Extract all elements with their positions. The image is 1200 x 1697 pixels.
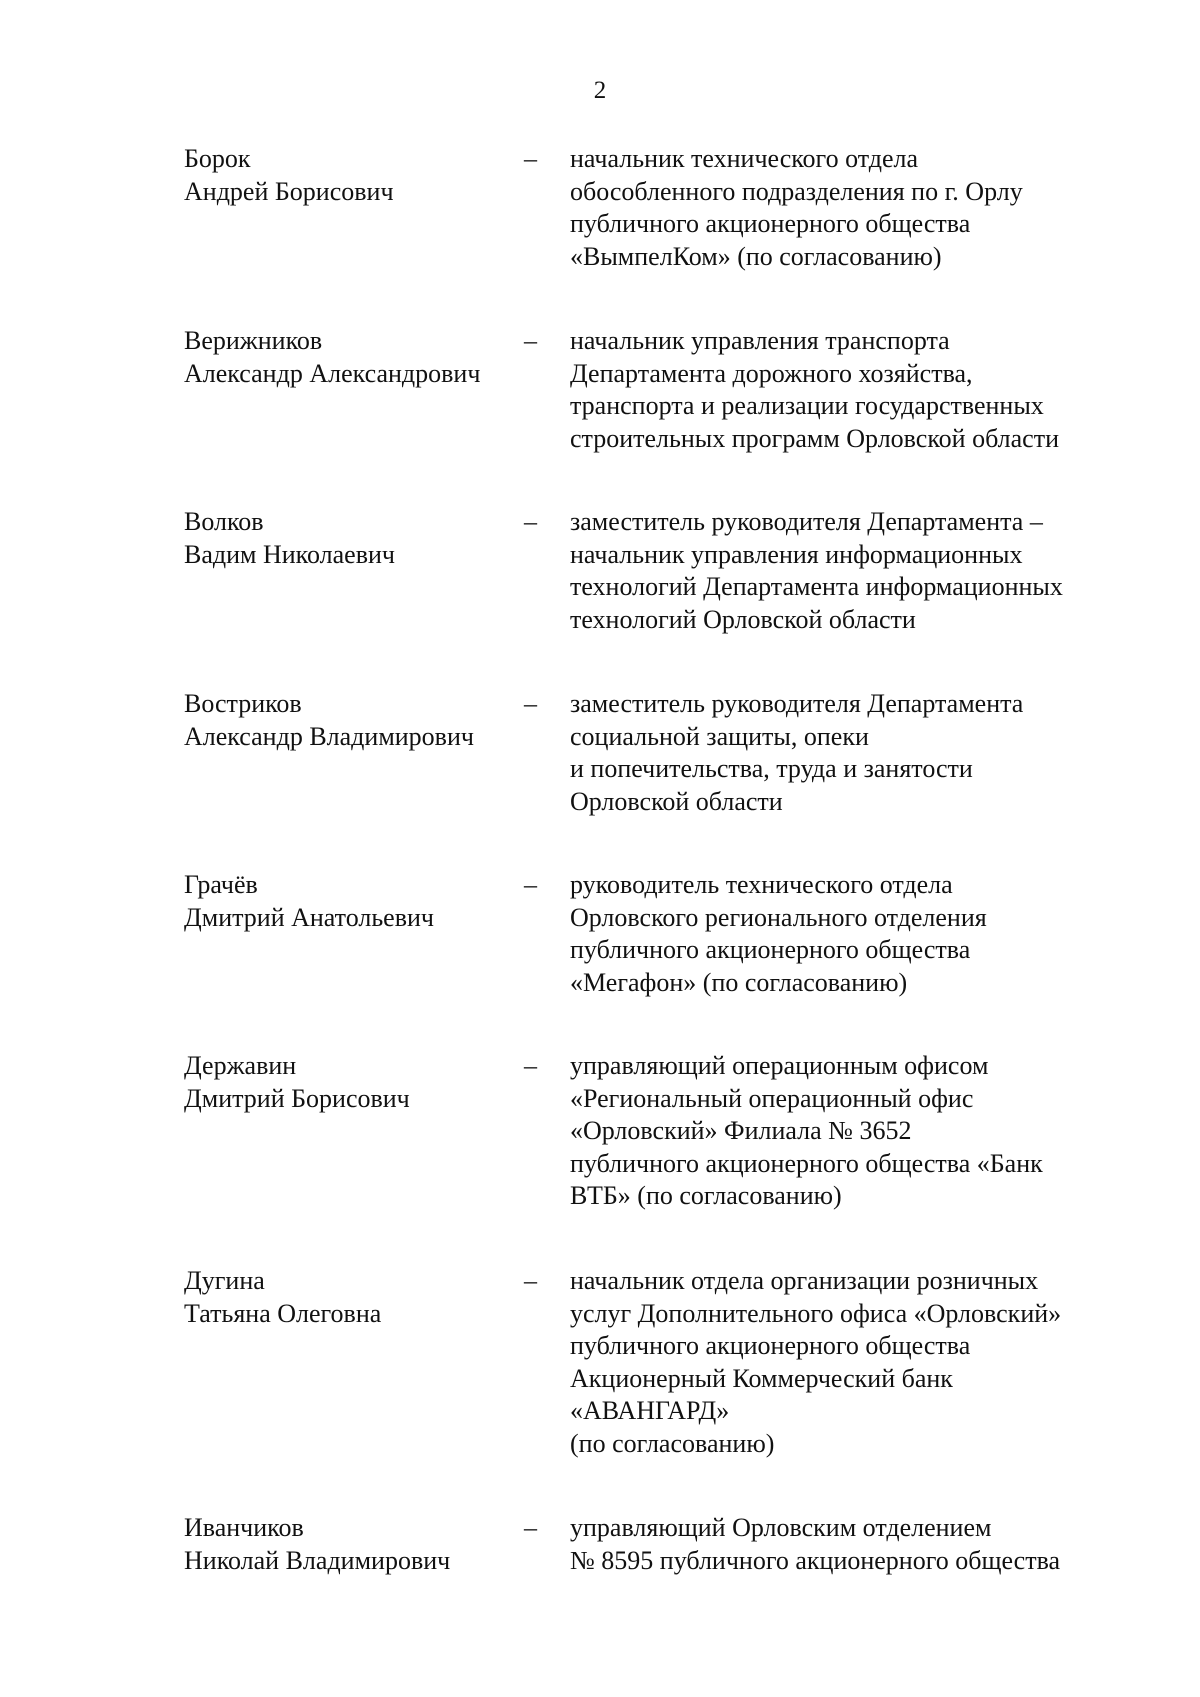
member-surname: Борок: [184, 144, 251, 173]
page-number: 2: [593, 77, 607, 104]
role-line: начальник технического отдела: [570, 144, 919, 173]
role-line: «Региональный операционный офис: [570, 1083, 974, 1113]
dash-separator: –: [524, 1513, 537, 1542]
dash-separator: –: [524, 1266, 537, 1295]
member-surname: Дугина: [184, 1266, 265, 1295]
member-role: [570, 1050, 1170, 1213]
member-given-names: Дмитрий Борисович: [184, 1083, 410, 1113]
member-given-names: Александр Владимирович: [184, 721, 474, 751]
member-role: [570, 869, 1170, 999]
role-line: № 8595 публичного акционерного общества: [570, 1545, 1061, 1575]
role-line: начальник отдела организации розничных: [570, 1266, 1039, 1295]
role-line: публичного акционерного общества: [570, 209, 971, 238]
member-given-names: Николай Владимирович: [184, 1545, 451, 1575]
member-surname: Волков: [184, 507, 264, 536]
member-role: [570, 688, 1170, 818]
member-surname: Востриков: [184, 689, 302, 718]
role-line: Департамента дорожного хозяйства,: [570, 358, 973, 388]
dash-separator: –: [524, 326, 537, 355]
role-line: публичного акционерного общества: [570, 935, 971, 964]
member-role: [570, 325, 1170, 455]
role-line: технологий Департамента информационных: [570, 572, 1063, 601]
role-line: руководитель технического отдела: [570, 870, 953, 899]
member-given-names: Татьяна Олеговна: [184, 1298, 382, 1328]
role-line: «АВАНГАРД»: [570, 1396, 730, 1425]
role-line: заместитель руководителя Департамента –: [570, 507, 1043, 536]
role-line: (по согласованию): [570, 1428, 775, 1458]
role-line: управляющий операционным офисом: [570, 1051, 989, 1080]
member-surname: Верижников: [184, 326, 323, 355]
dash-separator: –: [524, 689, 537, 718]
member-name: [184, 688, 514, 753]
role-line: «ВымпелКом» (по согласованию): [570, 241, 942, 271]
role-line: Орловской области: [570, 786, 783, 816]
role-line: начальник управления информационных: [570, 539, 1023, 569]
member-role: [570, 143, 1170, 273]
role-line: «Орловский» Филиала № 3652: [570, 1116, 912, 1145]
member-name: [184, 506, 514, 571]
member-name: [184, 325, 514, 390]
member-given-names: Андрей Борисович: [184, 176, 394, 206]
role-line: управляющий Орловским отделением: [570, 1513, 992, 1542]
role-line: заместитель руководителя Департамента: [570, 689, 1024, 718]
member-role: [570, 1265, 1170, 1460]
role-line: технологий Орловской области: [570, 604, 916, 634]
member-name: [184, 1265, 514, 1330]
role-line: строительных программ Орловской области: [570, 423, 1059, 453]
dash-separator: –: [524, 870, 537, 899]
role-line: публичного акционерного общества «Банк: [570, 1148, 1043, 1178]
role-line: публичного акционерного общества: [570, 1331, 971, 1360]
member-surname: Державин: [184, 1051, 297, 1080]
member-given-names: Вадим Николаевич: [184, 539, 395, 569]
dash-separator: –: [524, 507, 537, 536]
member-given-names: Александр Александрович: [184, 358, 481, 388]
role-line: услуг Дополнительного офиса «Орловский»: [570, 1298, 1062, 1328]
role-line: транспорта и реализации государственных: [570, 391, 1044, 420]
dash-separator: –: [524, 1051, 537, 1080]
role-line: и попечительства, труда и занятости: [570, 754, 973, 783]
member-role: [570, 506, 1170, 636]
role-line: Орловского регионального отделения: [570, 902, 987, 932]
member-name: [184, 143, 514, 208]
role-line: социальной защиты, опеки: [570, 721, 869, 751]
role-line: начальник управления транспорта: [570, 326, 950, 355]
member-surname: Иванчиков: [184, 1513, 304, 1542]
member-name: [184, 1050, 514, 1115]
dash-separator: –: [524, 144, 537, 173]
member-given-names: Дмитрий Анатольевич: [184, 902, 434, 932]
member-role: [570, 1512, 1170, 1577]
role-line: ВТБ» (по согласованию): [570, 1181, 842, 1210]
role-line: Акционерный Коммерческий банк: [570, 1363, 953, 1393]
role-line: обособленного подразделения по г. Орлу: [570, 176, 1023, 206]
role-line: «Мегафон» (по согласованию): [570, 967, 908, 997]
member-name: [184, 869, 514, 934]
member-surname: Грачёв: [184, 870, 258, 899]
member-name: [184, 1512, 514, 1577]
